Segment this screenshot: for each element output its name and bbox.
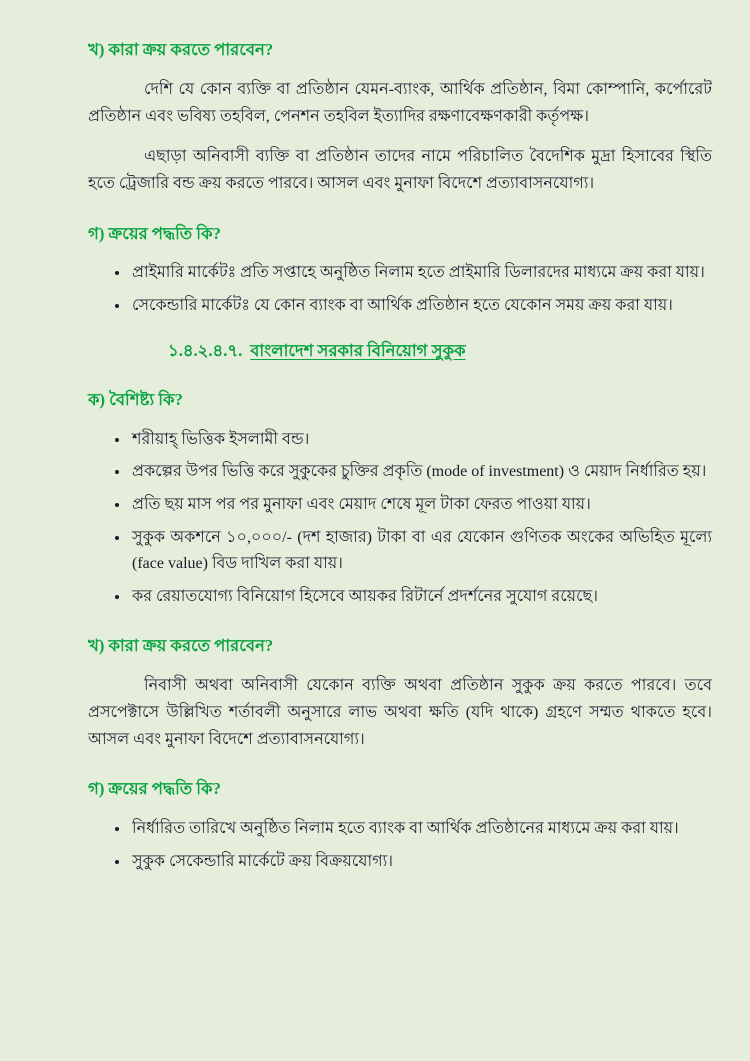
list-item: • প্রতি ছয় মাস পর পর মুনাফা এবং মেয়াদ শেষে মূল টাকা ফেরত পাওয়া যায়। (130, 492, 712, 518)
heading-purchase-method-sukuk: গ) ক্রয়ের পদ্ধতি কি? (88, 779, 221, 799)
list-item: • প্রকল্পের উপর ভিত্তি করে সুকুকের চুক্তির প্রকৃতি (mode of investment) ও মেয়াদ নির্ধারিত হয়। (130, 459, 712, 485)
section-number: ১.৪.২.৪.৭. (168, 341, 243, 361)
list-item: • কর রেয়াতযোগ্য বিনিয়োগ হিসেবে আয়কর রিটার্নে প্রদর্শনের সুযোগ রয়েছে। (130, 584, 712, 610)
paragraph-nonresident-buyers: এছাড়া অনিবাসী ব্যক্তি বা প্রতিষ্ঠান তাদের নামে পরিচালিত বৈদেশিক মুদ্রা হিসাবের স্থিতি হতে ট্রেজারি বন্ড ক্রয় করতে পারবে। আসল এবং মুনাফা বিদেশে প্রত্যাবাসনযোগ্য। (88, 148, 712, 193)
list-item: • সুকুক সেকেন্ডারি মার্কেটে ক্রয় বিক্রয়যোগ্য। (130, 849, 712, 875)
heading-purchase-method-treasury: গ) ক্রয়ের পদ্ধতি কি? (88, 223, 221, 243)
sukuk-features-list (88, 427, 712, 610)
paragraph-sukuk-buyers: নিবাসী অথবা অনিবাসী যেকোন ব্যক্তি অথবা প্রতিষ্ঠান সুকুক ক্রয় করতে পারবে। তবে প্রসপেক্টাসে উল্লিখিত শর্তাবলী অনুসারে লাভ অথবা ক্ষতি (যদি থাকে) গ্রহণে সম্মত থাকতে হবে। আসল এবং মুনাফা বিদেশে প্রত্যাবাসনযোগ্য। (88, 676, 712, 749)
heading-who-can-buy-sukuk: খ) কারা ক্রয় করতে পারবেন? (88, 636, 274, 655)
list-item: • শরীয়াহ্ ভিত্তিক ইসলামী বন্ড। (130, 427, 712, 453)
list-item: • প্রাইমারি মার্কেটঃ প্রতি সপ্তাহে অনুষ্ঠিত নিলাম হতে প্রাইমারি ডিলারদের মাধ্যমে ক্রয় করা যায়। (130, 260, 712, 286)
treasury-purchase-method-list (88, 260, 712, 319)
paragraph-resident-buyers: দেশি যে কোন ব্যক্তি বা প্রতিষ্ঠান যেমন-ব্যাংক, আর্থিক প্রতিষ্ঠান, বিমা কোম্পানি, কর্পোরেট প্রতিষ্ঠান এবং ভবিষ্য তহবিল, পেনশন তহবিল ইত্যাদির রক্ষণাবেক্ষণকারী কর্তৃপক্ষ। (88, 80, 712, 125)
heading-who-can-buy-treasury: খ) কারা ক্রয় করতে পারবেন? (88, 40, 274, 59)
section-title-text: বাংলাদেশ সরকার বিনিয়োগ সুকুক (250, 341, 466, 361)
list-item: • নির্ধারিত তারিখে অনুষ্ঠিত নিলাম হতে ব্যাংক বা আর্থিক প্রতিষ্ঠানের মাধ্যমে ক্রয় করা যায়। (130, 816, 712, 842)
sukuk-purchase-method-list (88, 816, 712, 875)
heading-features-sukuk: ক) বৈশিষ্ট্য কি? (88, 389, 183, 409)
list-item: • সুকুক অকশনে ১০,০০০/- (দশ হাজার) টাকা বা এর যেকোন গুণিতক অংকের অভিহিত মূল্যে (face value) বিড দাখিল করা যায়। (130, 525, 712, 577)
list-item: • সেকেন্ডারি মার্কেটঃ যে কোন ব্যাংক বা আর্থিক প্রতিষ্ঠান হতে যেকোন সময় ক্রয় করা যায়। (130, 293, 712, 319)
section-title-sukuk (168, 339, 712, 364)
